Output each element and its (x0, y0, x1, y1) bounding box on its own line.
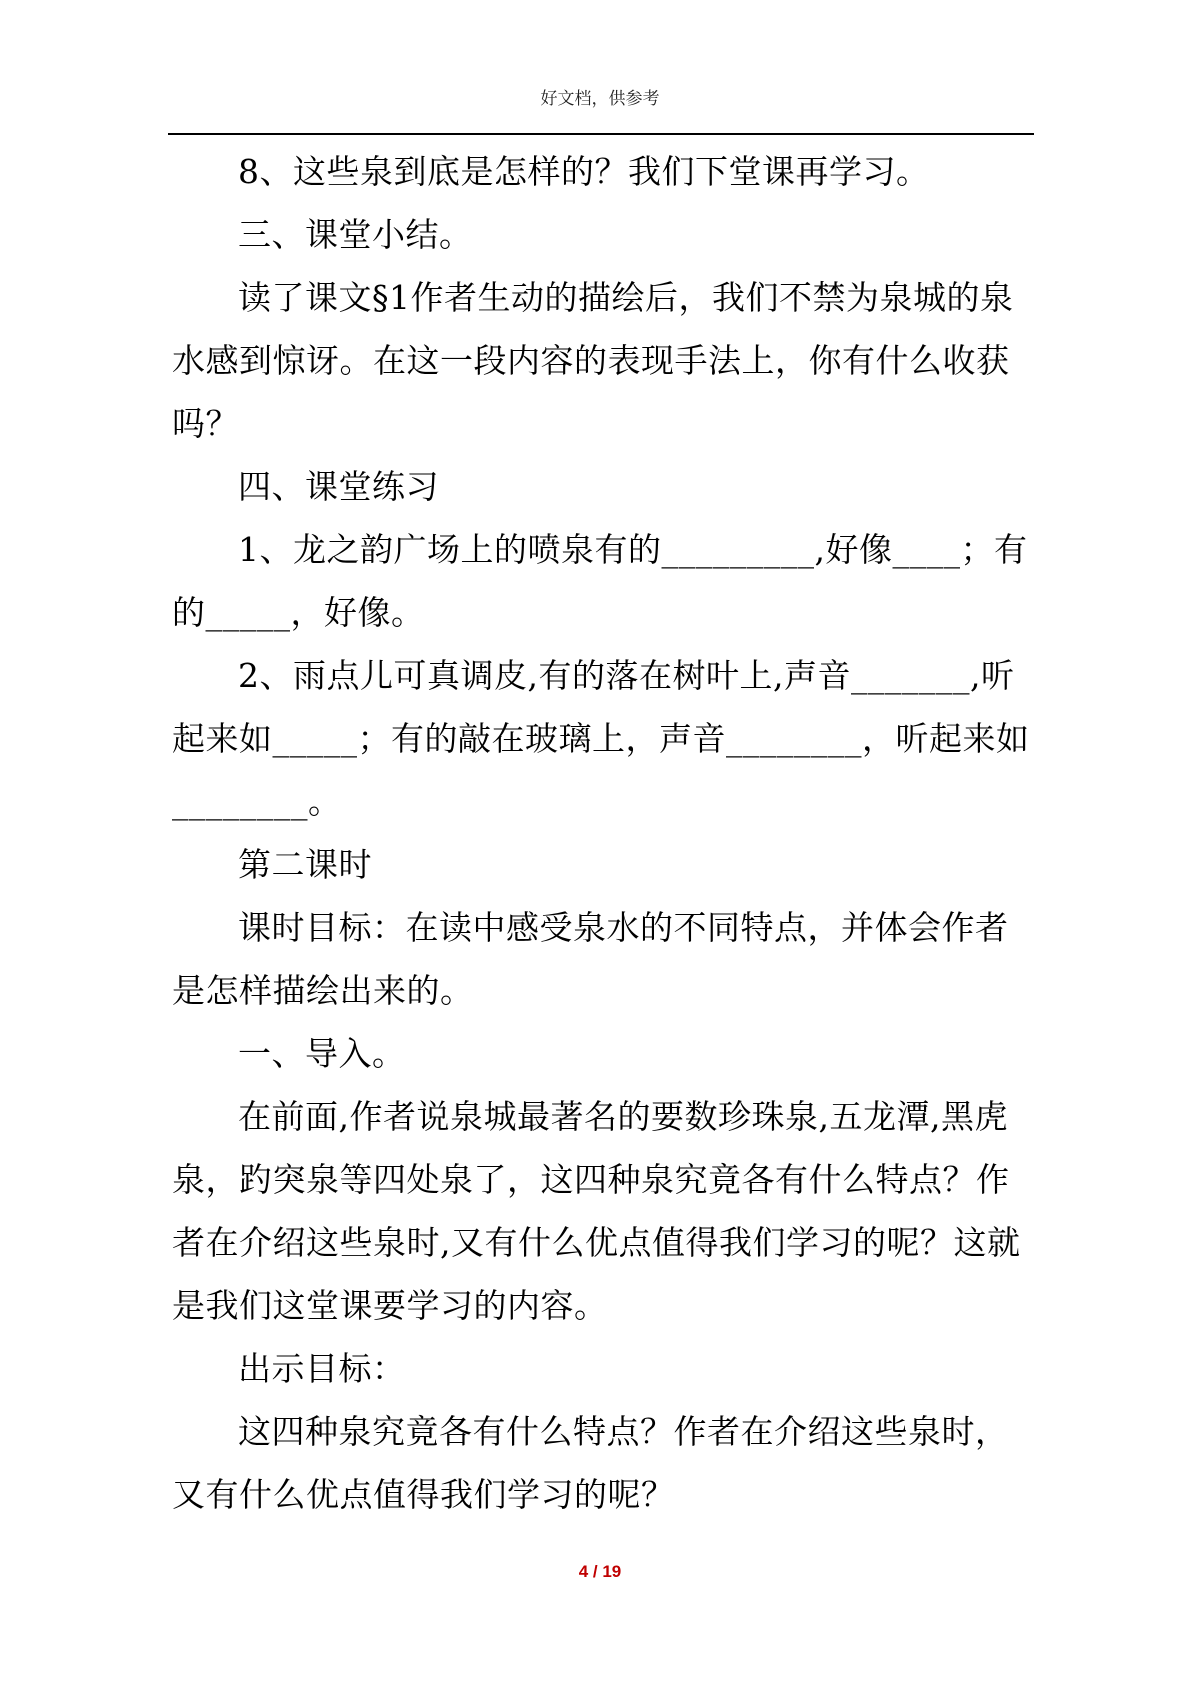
paragraph: 这四种泉究竟各有什么特点？作者在介绍这些泉时，又有什么优点值得我们学习的呢？ (172, 1412, 1009, 1514)
page-number: 4 / 19 (578, 1562, 622, 1581)
paragraph: 8、这些泉到底是怎样的？我们下堂课再学习。 (238, 152, 930, 191)
lesson-objective: 课时目标：在读中感受泉水的不同特点，并体会作者是怎样描绘出来的。 (172, 908, 1009, 1010)
header-divider (168, 133, 1034, 135)
paragraph: 读了课文§1作者生动的描绘后，我们不禁为泉城的泉水感到惊讶。在这一段内容的表现手法上，你有什么收获吗？ (172, 278, 1014, 443)
section-heading: 一、导入。 (238, 1034, 406, 1073)
lesson-heading: 第二课时 (238, 845, 372, 884)
section-heading: 四、课堂练习 (238, 467, 439, 506)
paragraph: 在前面,作者说泉城最著名的要数珍珠泉,五龙潭,黑虎泉，趵突泉等四处泉了，这四种泉究竟各有什么特点？作者在介绍这些泉时,又有什么优点值得我们学习的呢？这就是我们这堂课要学习的内容。 (172, 1097, 1021, 1325)
section-heading: 三、课堂小结。 (238, 215, 473, 254)
page-header: 好文档，供参考 (540, 89, 660, 109)
paragraph: 出示目标： (238, 1349, 406, 1388)
exercise-item: 1、龙之韵广场上的喷泉有的_________,好像____；有的_____，好像。 (172, 530, 1028, 632)
document-body (172, 140, 1037, 1526)
exercise-item: 2、雨点儿可真调皮,有的落在树叶上,声音_______,听起来如_____；有的敲在玻璃上，声音________，听起来如________。 (172, 656, 1030, 821)
